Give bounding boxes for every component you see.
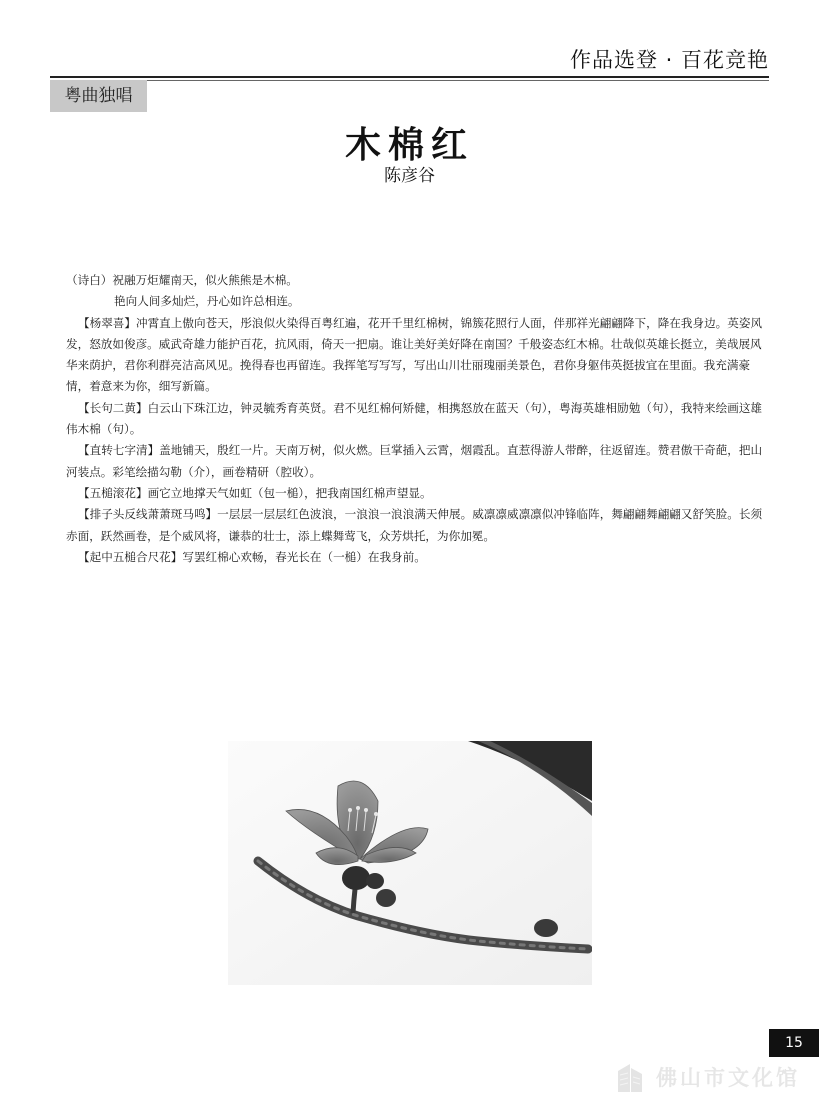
watermark-text: 佛山市文化馆 xyxy=(656,1066,800,1090)
header-rule xyxy=(50,76,769,78)
kapok-flower-photo xyxy=(228,741,592,985)
section-header-title: 作品选登 · 百花竞艳 xyxy=(569,48,769,72)
lyrics-line: 【排子头反线萧萧斑马鸣】一层层一层层红色波浪，一浪浪一浪浪满天伸展。威凛凛威凛凛似冲锋临阵，舞翩翩舞翩翩又舒笑脸。长须赤面，跃然画卷，是个威风将，谦恭的壮士，添上蝶舞莺飞，众芳烘托，为你加冕。 xyxy=(66,507,763,543)
watermark xyxy=(612,1058,819,1096)
lyrics-line: 【起中五槌合尺花】写罢红棉心欢畅，春光长在（一槌）在我身前。 xyxy=(78,549,426,564)
author-name: 陈彦谷 xyxy=(384,166,435,186)
lyrics-line: 【五槌滚花】画它立地撑天气如虹（包一槌），把我南国红棉声望显。 xyxy=(78,485,432,500)
lyrics-line: 【杨翠喜】冲霄直上傲向苍天，彤浪似火染得百粤红遍，花开千里红棉树，锦簇花照行人面，伴那祥光翩翩降下，降在我身边。英姿风发，怒放如俊彦。威武奇雄力能护百花，抗风雨，倚天一把扇。谁让美好美好降在南国？千般姿态红木棉。壮哉似英雄长挺立，美哉展风华来荫护，君你利群亮洁高风见。挽得春也再留连。我挥笔写写写，写出山川壮丽瑰丽美景色，君你身躯伟英挺拔宜在里面。我充满豪情，着意来为你，细写新篇。 xyxy=(66,315,763,394)
lyrics-line: 【长句二黄】白云山下珠江边，钟灵毓秀育英贤。君不见红棉何矫健，相携怒放在蓝天（句），粤海英雄相励勉（句），我特来绘画这雄伟木棉（句）。 xyxy=(66,400,763,437)
lyrics-line: （诗白）祝融万炬耀南天，似火熊熊是木棉。 xyxy=(66,273,298,287)
lyrics-body xyxy=(66,270,772,568)
page-number: 15 xyxy=(769,1029,819,1057)
song-title: 木棉红 xyxy=(344,125,474,166)
header-rule-thin xyxy=(50,80,769,81)
lyrics-line: 【直转七字清】盖地铺天，殷红一片。天南万树，似火燃。巨掌插入云霄，烟霞乱。直惹得游人带醉，往返留连。赞君傲干奇葩，把山河装点。彩笔绘描勾勒（介），画卷精研（腔收）。 xyxy=(66,443,763,479)
building-icon xyxy=(612,1059,648,1095)
lyrics-line: 艳向人间多灿烂，丹心如许总相连。 xyxy=(114,294,300,309)
category-tab: 粤曲独唱 xyxy=(50,80,147,112)
